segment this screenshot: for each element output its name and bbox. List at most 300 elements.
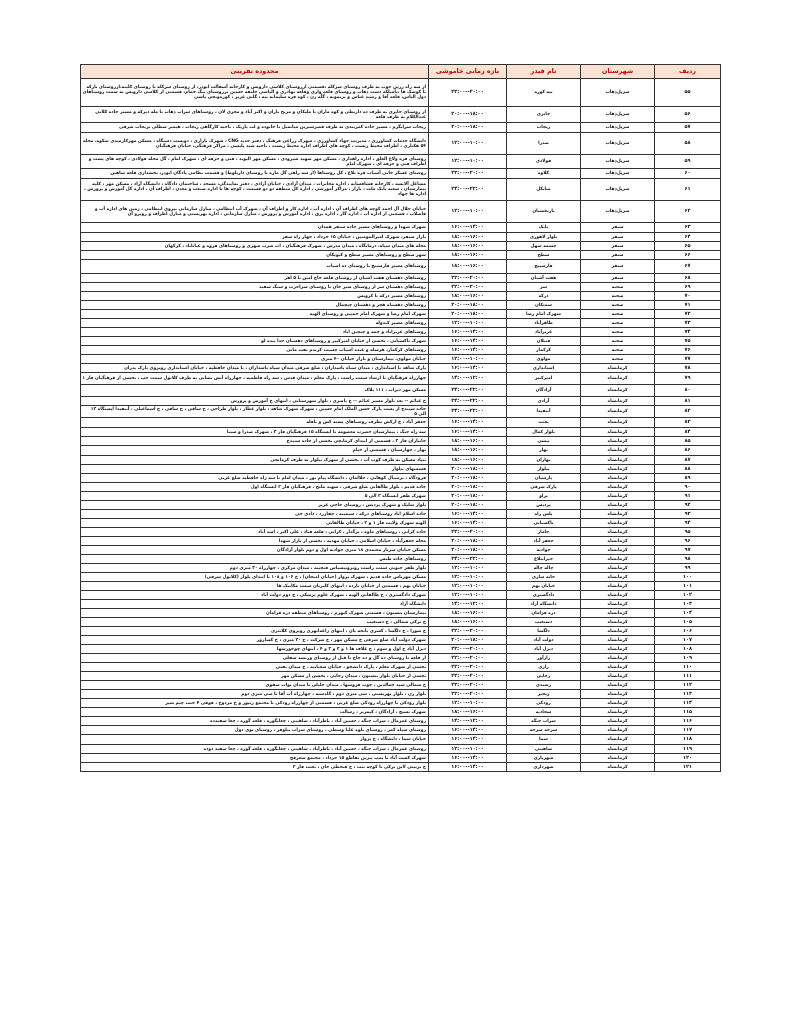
row-feeder: سمتکان: [507, 301, 581, 310]
row-time: ۲۲:۰۰--۲۴:۰۰: [429, 406, 507, 418]
table-row: [81, 107, 721, 123]
row-time: ۱۰:۰۰--۱۲:۰۰: [429, 745, 507, 754]
row-index: ۱۰۶: [655, 627, 721, 636]
row-city: کرمانشاه: [581, 654, 655, 663]
row-area: فرودگاه ، ترمینال کوهانی ، جلالمان ، دانشگاه پیام نور ، میدان امام تا سه راه حافظیه ضلع غربی: [81, 474, 429, 483]
row-area: خیابان نهم ، قسمتی از خیابان یازده ، انتهای کلبرنان سمت مکانیک ها: [81, 582, 429, 591]
row-index: ۸۶: [655, 446, 721, 456]
table-row: [81, 618, 721, 627]
row-area: روستای سیاه کمر ، روستای بلوه علیا وسطی ، روستای سراب نیلوفر ، روستای توی دول: [81, 726, 429, 735]
table-row: [81, 501, 721, 510]
row-city: کرمانشاه: [581, 510, 655, 519]
row-time: ۱۴:۰۰--۱۶:۰۰: [429, 328, 507, 337]
row-feeder: بابک: [507, 223, 581, 233]
row-city: صحنه: [581, 346, 655, 355]
row-time: ۱۴:۰۰--۱۶:۰۰: [429, 519, 507, 528]
row-feeder: مولوی: [507, 355, 581, 364]
row-feeder: جعفر آباد: [507, 537, 581, 546]
row-area: روستاهای دهستان هفت اشیان از روستای قلعه حاج امین تا ۵ اهر: [81, 274, 429, 283]
row-city: صحنه: [581, 310, 655, 319]
header-time: بازه زمانی خاموشی: [429, 65, 507, 79]
row-area: از قلعه تا روستای ده گل و ده چاخ تا قبل از روستای ورنشه سفلی: [81, 654, 429, 663]
row-area: خ غنائم -- بعد بلوار مسیر غنائم -- خ ناصری ، بلوار شهرستانی ، انتهای خ آموزش و پرورش: [81, 397, 429, 406]
row-city: کرمانشاه: [581, 573, 655, 582]
row-time: ۱۰:۰۰--۱۲:۰۰: [429, 355, 507, 364]
row-feeder: پارسیان: [507, 474, 581, 483]
table-row: [81, 373, 721, 385]
row-time: ۱۰:۰۰--۱۲:۰۰: [429, 582, 507, 591]
table-row: [81, 301, 721, 310]
row-city: سنقر: [581, 274, 655, 283]
table-row: [81, 582, 721, 591]
row-area: بخشی از خیابان بلوار بیستون ، میدان رجایی ، بخشی از مسکن مهر: [81, 672, 429, 681]
row-index: ۶۸: [655, 274, 721, 283]
row-index: ۱۰۱: [655, 582, 721, 591]
table-row: [81, 418, 721, 428]
row-city: کرمانشاه: [581, 528, 655, 537]
table-row: [81, 609, 721, 618]
row-feeder: عزیزآباد: [507, 328, 581, 337]
table-row: [81, 717, 721, 726]
row-index: ۹۶: [655, 537, 721, 546]
table-row: [81, 292, 721, 301]
row-area: بیمارستان بیستون ، قسمتی شهرک کیهرم ، روستاهای منطقه دره فرامان: [81, 609, 429, 618]
row-city: کرمانشاه: [581, 564, 655, 573]
row-feeder: بهار: [507, 446, 581, 456]
row-feeder: شهریاری: [507, 754, 581, 763]
row-area: خیابان جلال آل احمد کوچه های اطراف آن ، اداره آب ، اداره کار و اطراف آن ، شهرک آب انتظامی ، منازل سازمانی نیروی انتظامی ، زمین های اداره آب و فاضلاب ، قسمتی از اداره آب ، اداره گاز ، اداره برق ، اداره آموزش و پرورش ، منازل سازمانی ، اداره بهزیستی و منازل اطراف و روبرو آن: [81, 201, 429, 223]
row-feeder: بلوار لاهوری: [507, 233, 581, 242]
row-city: کرمانشاه: [581, 618, 655, 627]
row-city: کرمانشاه: [581, 681, 655, 690]
row-feeder: سرخه سرخه: [507, 726, 581, 735]
row-area: مسکن مهر دیزاب ، ۱۱۱ پلاک: [81, 385, 429, 397]
row-city: کرمانشاه: [581, 385, 655, 397]
row-time: ۲۰:۰۰--۲۲:۰۰: [429, 169, 507, 179]
row-time: ۲۰:۰۰--۲۲:۰۰: [429, 79, 507, 107]
row-city: کرمانشاه: [581, 672, 655, 681]
row-index: ۷۲: [655, 310, 721, 319]
row-time: ۱۶:۰۰--۱۸:۰۰: [429, 609, 507, 618]
table-row: [81, 310, 721, 319]
row-city: صحنه: [581, 319, 655, 328]
row-feeder: پزاو: [507, 492, 581, 501]
row-city: کرمانشاه: [581, 645, 655, 654]
row-time: ۲۰:۰۰--۲۲:۰۰: [429, 645, 507, 654]
row-area: خیابان سما ، دانشگاه ، خ پرواز: [81, 735, 429, 745]
row-area: خ ترکی شمالی ، خ دستغیب: [81, 618, 429, 627]
row-area: روستاهای کرکمار، هرسله و عبده اسپاب چسبت کرندم نفت مانی: [81, 346, 429, 355]
row-index: ۱۰۹: [655, 654, 721, 663]
row-feeder: تاکستانی: [507, 519, 581, 528]
row-time: ۱۰:۰۰--۱۲:۰۰: [429, 155, 507, 169]
table-row: [81, 283, 721, 292]
row-time: ۱۶:۰۰--۱۸:۰۰: [429, 242, 507, 251]
row-index: ۸۱: [655, 397, 721, 406]
row-index: ۶۳: [655, 223, 721, 233]
row-time: ۱۰:۰۰--۱۲:۰۰: [429, 564, 507, 573]
row-time: ۱۴:۰۰--۱۶:۰۰: [429, 346, 507, 355]
row-feeder: چاله چاله: [507, 564, 581, 573]
row-feeder: پارک شرقی: [507, 483, 581, 492]
table-row: [81, 155, 721, 169]
row-index: ۱۱۲: [655, 681, 721, 690]
row-feeder: ظاهرآباد: [507, 319, 581, 328]
row-feeder: شهرداری: [507, 763, 581, 772]
row-city: سرپل‌ذهاب: [581, 123, 655, 133]
row-feeder: فتنلان: [507, 337, 581, 346]
table-row: [81, 528, 721, 537]
row-area: روستای عسکر خانی آسیاب قره بلاغ ، کل روستاها (از سه راهی گل ماره تا روستای داربلوط) و قسمت نظامی پادگان ابوذر، بخشداری قلعه شاهین: [81, 169, 429, 179]
row-time: ۱۴:۰۰--۱۶:۰۰: [429, 735, 507, 745]
row-feeder: شهرک امام رضا: [507, 310, 581, 319]
row-area: چهارراه فرهنگیان تا ارشاد سمت راست ، پارک معلم ، میدان قدس ، سه راه فاطمیه ، چهارراه آتش نشانی به طرف کلانول سمت چپ ، بخشی از فرهنگیان فاز ۱: [81, 373, 429, 385]
row-area: دیزل آباد خ اول و سوم ، خ علاف ها ۱ و ۲ و ۳ و ۴ ، انتهای چوخورشها: [81, 645, 429, 654]
row-city: کرمانشاه: [581, 397, 655, 406]
row-area: جعفر آباد ، خ ازکش بطرف روستاهای پشته کش و بافله: [81, 418, 429, 428]
row-time: ۱۲:۰۰--۱۴:۰۰: [429, 717, 507, 726]
row-city: سرپل‌ذهاب: [581, 79, 655, 107]
row-time: ۲۰:۰۰--۲۲:۰۰: [429, 672, 507, 681]
row-area: شهرک شهدا و روستاهای مسیر جاده سنقر همدان: [81, 223, 429, 233]
row-index: ۶۱: [655, 179, 721, 201]
table-row: [81, 274, 721, 283]
row-index: ۷۱: [655, 301, 721, 310]
row-city: کرمانشاه: [581, 726, 655, 735]
row-index: ۱۱۳: [655, 690, 721, 699]
row-area: دانشگاه خدمات کشاورزی ، مدیریت جهاد کشاورزی ، شهرک زراعی فرهنگ ، دفتر جدید CNG ، شهرک بازاری ، دوبست دستگاه ، مسکن مهرکارمندی شکوه، محله ۵۴ هکتاری ، اطراف محیط زیست ، کوچه های اطراف اداره محیط زیست ، ناحیه شید پلیسی ، مراکز فرهنگی، خیابان فرهنگیان: [81, 133, 429, 155]
row-index: ۹۷: [655, 546, 721, 555]
table-row: [81, 763, 721, 772]
row-index: ۹۸: [655, 555, 721, 564]
table-row: [81, 397, 721, 406]
table-row: [81, 456, 721, 465]
row-index: ۶۴: [655, 233, 721, 242]
outage-schedule-table: [80, 64, 721, 772]
row-time: ۱۰:۰۰--۱۲:۰۰: [429, 201, 507, 223]
row-feeder: شاهینی: [507, 745, 581, 754]
row-city: کرمانشاه: [581, 609, 655, 618]
row-feeder: رجایی: [507, 672, 581, 681]
header-index: ردیف: [655, 65, 721, 79]
row-index: ۱۱۴: [655, 699, 721, 708]
table-row: [81, 169, 721, 179]
row-area: روستاهای دهستاه هجر و دهستان چیچمال: [81, 301, 429, 310]
row-time: ۱۶:۰۰--۱۸:۰۰: [429, 456, 507, 465]
table-row: [81, 636, 721, 645]
row-area: خ شمالی سید جمالدین ، چوب فروشها ، میدان خلیلی تا میدان نواب صفوی: [81, 681, 429, 690]
row-time: ۲۰:۰۰--۲۲:۰۰: [429, 274, 507, 283]
row-time: ۱۴:۰۰--۱۶:۰۰: [429, 418, 507, 428]
table-row: [81, 690, 721, 699]
row-time: ۲۰:۰۰--۲۲:۰۰: [429, 627, 507, 636]
row-city: سنقر: [581, 242, 655, 251]
row-feeder: صدرا: [507, 133, 581, 155]
row-city: کرمانشاه: [581, 690, 655, 699]
row-index: ۵۹: [655, 155, 721, 169]
table-row: [81, 474, 721, 483]
row-feeder: دستغیب: [507, 618, 581, 627]
row-feeder: سجاديه: [507, 708, 581, 717]
row-area: روستاهای دهستان سر از روستای شیر خان تا روستای سراخرت و سنگ سفید: [81, 283, 429, 292]
row-area: بلوار زن ، بلوار بهزیستی ، سی متری دوم ، گلدسته ، چهارراه آب آقا تا سی متری دوم: [81, 690, 429, 699]
row-city: کرمانشاه: [581, 546, 655, 555]
row-time: ۱۶:۰۰--۱۸:۰۰: [429, 446, 507, 456]
row-city: کرمانشاه: [581, 492, 655, 501]
row-index: ۹۵: [655, 528, 721, 537]
table-row: [81, 754, 721, 763]
row-index: ۶۰: [655, 169, 721, 179]
row-feeder: دانشگاه آزاد: [507, 600, 581, 609]
row-area: روستای فره ولاغ الغلق ، اداره راهداری ، مسکن مهر شهید شیرودی ، مسکن مهر الیوند ، فنی و حرفه ای ، شهرک امام ، گل محله فولادی ، کوچه های پشت و اطراف فنی و حرفه ای ، شهرک امام: [81, 155, 429, 169]
table-row: [81, 627, 721, 636]
row-feeder: آزادگان: [507, 385, 581, 397]
table-row: [81, 385, 721, 397]
row-area: روستاهای عزیزاباد و چمه و چیچین اباد: [81, 328, 429, 337]
table-row: [81, 492, 721, 501]
row-feeder: فولادی: [507, 155, 581, 169]
row-city: کرمانشاه: [581, 735, 655, 745]
row-index: ۱۰۳: [655, 600, 721, 609]
row-city: صحنه: [581, 355, 655, 364]
row-city: کرمانشاه: [581, 364, 655, 373]
row-feeder: سطح: [507, 251, 581, 260]
row-area: جاده اسلام اباد روستاهای درکه ، سیمینه ، چقازرد ، دادی جی: [81, 510, 429, 519]
row-feeder: جابری: [507, 107, 581, 123]
table-row: [81, 355, 721, 364]
row-city: کرمانشاه: [581, 519, 655, 528]
row-city: سنقر: [581, 260, 655, 274]
row-area: از روستای جابری به طرف ده داربطی و کوه ماران تا ملیکان و مریخ باران و اکبر آباد و مجری لان ، روستاهای سراب ذهاب تا مله دیرکه و مسیر جاده کلاتی عبدالکلام به طرف قلعه: [81, 107, 429, 123]
row-time: ۱۸:۰۰--۲۰:۰۰: [429, 301, 507, 310]
row-time: ۲۰:۰۰--۲۲:۰۰: [429, 681, 507, 690]
table-row: [81, 591, 721, 600]
table-row: [81, 133, 721, 155]
row-index: ۱۲۱: [655, 763, 721, 772]
row-time: ۱۸:۰۰--۲۰:۰۰: [429, 310, 507, 319]
row-area: از سه راه زرین جوب به طرف روستای سرکله ،قسمتی ازروستای کلاسی دارویس و کارخانه آسفالت ابوذر، از روستای سرکله تا روستای کلینه،ازروستای بارکه تا کوشک ها ،بامیلکه دشت ذهاب و روستای قلعه واری وقلعه بهادری و الیاسی خلیفه حسین بزروستای تنگ حمام، قسمتی از کلاسی دارویس به سمت روستاهای دول الیاس، قلعه آقا و رشید عباس و بریمونه ، گلّه زن ، کوه فره سلیمانه تپه ، گلتی عزیز ، کوره‌ونجی یاشی: [81, 79, 429, 107]
table-row: [81, 546, 721, 555]
table-header-row: [81, 65, 721, 79]
row-city: سرپل‌ذهاب: [581, 155, 655, 169]
row-index: ۷۵: [655, 337, 721, 346]
row-area: شهرک دولت آباد ضلع شرقی خ مسکن مهر ، خ شرکت ، خ ۳۰ متری ، خ کسازور: [81, 636, 429, 645]
row-city: سرپل‌ذهاب: [581, 169, 655, 179]
row-feeder: بیلوار: [507, 465, 581, 474]
row-feeder: خیابان نهم: [507, 582, 581, 591]
row-index: ۱۱۰: [655, 663, 721, 672]
row-feeder: بهاران: [507, 456, 581, 465]
row-time: ۱۶:۰۰--۱۸:۰۰: [429, 708, 507, 717]
table-row: [81, 346, 721, 355]
row-area: ریجاب سرابگرم ، مسیر جاده کمربندی به طرف قصرشیرین میانمیل تا خانوده و لب بازیک ، ناحیه کارگاهی ریجاب ، هیمتر سطلی بریجاب شرقی: [81, 123, 429, 133]
row-time: ۱۰:۰۰--۱۲:۰۰: [429, 699, 507, 708]
row-index: ۱۰۰: [655, 573, 721, 582]
table-row: [81, 672, 721, 681]
row-area: روستای عمرمال ، سراب جنگه ، حسین آباد ، ناظرآباد ، شاهینی ، چغانگوره ، قلعه گوزه ، چغا سفید دوده: [81, 745, 429, 754]
row-index: ۵۶: [655, 107, 721, 123]
row-time: ۱۸:۰۰--۲۰:۰۰: [429, 474, 507, 483]
row-city: کرمانشاه: [581, 663, 655, 672]
row-time: ۱۸:۰۰--۲۰:۰۰: [429, 501, 507, 510]
row-time: ۱۲:۰۰--۱۴:۰۰: [429, 373, 507, 385]
row-feeder: جوادیه: [507, 546, 581, 555]
row-time: ۲۰:۰۰--۲۲:۰۰: [429, 654, 507, 663]
table-row: [81, 201, 721, 223]
row-area: روستاهای مسیر کندوله: [81, 319, 429, 328]
row-time: ۱۰:۰۰--۱۲:۰۰: [429, 319, 507, 328]
row-feeder: دیزل آباد: [507, 645, 581, 654]
row-time: ۲۰:۰۰--۲۲:۰۰: [429, 663, 507, 672]
row-index: ۸۲: [655, 406, 721, 418]
row-time: ۱۴:۰۰--۱۶:۰۰: [429, 726, 507, 735]
row-time: ۱۴:۰۰--۱۶:۰۰: [429, 763, 507, 772]
row-city: کرمانشاه: [581, 763, 655, 772]
row-feeder: دولت آباد: [507, 636, 581, 645]
row-area: روستاهای مسیر درکه تا کرویس: [81, 292, 429, 301]
row-time: ۱۴:۰۰--۱۶:۰۰: [429, 337, 507, 346]
row-area: جاده کرانی ، روستاهای ماوه ، برگدار ، کرانی ، قلعه قباد ، علی اکبر ، اسد آباد: [81, 528, 429, 537]
row-index: ۱۲۰: [655, 754, 721, 763]
row-area: قسمتهای بیلوار: [81, 465, 429, 474]
row-index: ۱۱۵: [655, 708, 721, 717]
row-index: ۸۷: [655, 456, 721, 465]
row-time: ۱۴:۰۰--۱۶:۰۰: [429, 364, 507, 373]
row-area: جاده سنندج از پست پارک حسن الملک امام حسین ، شهرک شهرک شاهد ، بلوار عطار ، بلوار طراحی ، خ ساقی ، خ ساقی ، خ اسماعیلی ، آنتفیدا ایستگاه ۱۲ الی ۵: [81, 406, 429, 418]
table-row: [81, 699, 721, 708]
row-area: روستاهای جاده طبس: [81, 555, 429, 564]
row-time: ۲۲:۰۰--۲۴:۰۰: [429, 179, 507, 201]
table-row: [81, 573, 721, 582]
row-area: بلوار رودکی تا چهارراه رودکی ضلع غربی ، قسمتی از چهارراه رودکی تا مجتمع زنبور و خ مردوخ ، فوقی ۴ جنب چیم شیر: [81, 699, 429, 708]
row-area: شهرک دادگستری ، خ طالقانی الهیه ، شهرک علوم پزشکی ، خ دوم دولت آباد: [81, 591, 429, 600]
row-area: بلوار شلیک و شهرک پردیس ، روستای حاجی عزیز: [81, 501, 429, 510]
row-time: ۱۶:۰۰--۱۸:۰۰: [429, 437, 507, 446]
row-index: ۱۱۶: [655, 717, 721, 726]
row-area: بهار ، چهارستان ، قسمتی از خیام: [81, 446, 429, 456]
table-row: [81, 79, 721, 107]
row-area: خ شورا ، خ دلگشا ، کسری بانجه بان ، انتهای زاغه‌ابهری روبروی کلانتری: [81, 627, 429, 636]
row-area: بخشی از شهرک معلم ، پارک دانشجو ، خیابان شعبانیه ، خ میدان نفتی: [81, 663, 429, 672]
row-city: سنقر: [581, 251, 655, 260]
row-feeder: رازآور: [507, 654, 581, 663]
row-index: ۹۳: [655, 510, 721, 519]
row-feeder: میانکل: [507, 179, 581, 201]
row-index: ۷۰: [655, 292, 721, 301]
row-feeder: درکه: [507, 292, 581, 301]
row-city: کرمانشاه: [581, 745, 655, 754]
row-area: شهرک ظفر ایستگاه ۳ الی ۵: [81, 492, 429, 501]
row-index: ۷۳: [655, 319, 721, 328]
row-index: ۱۰۵: [655, 618, 721, 627]
row-index: ۱۰۴: [655, 609, 721, 618]
row-time: ۱۶:۰۰--۱۸:۰۰: [429, 251, 507, 260]
row-time: ۲۲:۰۰--۲۴:۰۰: [429, 555, 507, 564]
row-feeder: سما: [507, 735, 581, 745]
table-row: [81, 654, 721, 663]
table-row: [81, 555, 721, 564]
row-city: کرمانشاه: [581, 418, 655, 428]
row-feeder: بلوار کمال: [507, 428, 581, 437]
row-index: ۶۷: [655, 260, 721, 274]
row-time: ۱۶:۰۰--۱۸:۰۰: [429, 260, 507, 274]
row-city: کرمانشاه: [581, 483, 655, 492]
table-row: [81, 406, 721, 418]
table-row: [81, 663, 721, 672]
row-time: ۱۸:۰۰--۲۰:۰۰: [429, 546, 507, 555]
row-city: سرپل‌ذهاب: [581, 179, 655, 201]
table-row: [81, 233, 721, 242]
table-row: [81, 446, 721, 456]
row-city: کرمانشاه: [581, 717, 655, 726]
row-city: کرمانشاه: [581, 708, 655, 717]
row-area: بازار سنقر، شهرک امیرالمومنین ، خیابان ۱۵ خرداد ، جهار راه سقر: [81, 233, 429, 242]
row-feeder: رازی: [507, 663, 581, 672]
row-feeder: پردیس: [507, 501, 581, 510]
row-time: ۱۴:۰۰--۱۶:۰۰: [429, 428, 507, 437]
row-city: کرمانشاه: [581, 474, 655, 483]
row-feeder: امیرکبیر: [507, 373, 581, 385]
row-feeder: رشیدی: [507, 681, 581, 690]
row-index: ۵۸: [655, 133, 721, 155]
table-row: [81, 319, 721, 328]
row-index: ۱۱۷: [655, 726, 721, 735]
row-city: سرپل‌ذهاب: [581, 107, 655, 123]
row-index: ۶۵: [655, 242, 721, 251]
row-index: ۹۹: [655, 564, 721, 573]
row-time: ۱۸:۰۰--۲۰:۰۰: [429, 492, 507, 501]
row-city: کرمانشاه: [581, 582, 655, 591]
row-feeder: زنجیر: [507, 690, 581, 699]
row-feeder: دلگشا: [507, 627, 581, 636]
row-city: سرپل‌ذهاب: [581, 201, 655, 223]
row-area: شهر سطح و روستاهای مسیر سطح و کیوتکان: [81, 251, 429, 260]
row-feeder: ریجاب: [507, 123, 581, 133]
row-area: شهرک تاکستانی ، بخشی از خیابان امیرکبیر و روستاهای دهستان خدا بنده لو: [81, 337, 429, 346]
row-index: ۱۱۸: [655, 735, 721, 745]
header-area: محدوده تقریبی: [81, 65, 429, 79]
row-feeder: نارنجستان: [507, 201, 581, 223]
row-city: سنقر: [581, 223, 655, 233]
row-time: ۱۰:۰۰--۱۲:۰۰: [429, 573, 507, 582]
row-feeder: سراب جنگه: [507, 717, 581, 726]
table-row: [81, 519, 721, 528]
row-city: سرپل‌ذهاب: [581, 133, 655, 155]
row-city: کرمانشاه: [581, 627, 655, 636]
row-time: ۱۰:۰۰--۱۲:۰۰: [429, 591, 507, 600]
row-index: ۶۹: [655, 283, 721, 292]
row-time: ۱۶:۰۰--۱۸:۰۰: [429, 618, 507, 627]
row-city: سنقر: [581, 233, 655, 242]
row-area: مسکن مهریاس جاده قدیم ، شهرک پرواز (خیابان امتحان) ، خ ۱۰۶ و ۱۰۸ تا ابتدای بلوار (کلانول شرقی): [81, 573, 429, 582]
row-feeder: فارسینج: [507, 260, 581, 274]
row-city: کرمانشاه: [581, 600, 655, 609]
row-city: کرمانشاه: [581, 636, 655, 645]
row-area: دانشگاه آزاد: [81, 600, 429, 609]
row-index: ۹۰: [655, 483, 721, 492]
row-area: شهرک بسیج ، آزادگان ، کیمرنز ، رسالت: [81, 708, 429, 717]
row-feeder: بیشی: [507, 437, 581, 446]
row-city: صحنه: [581, 301, 655, 310]
row-index: ۸۸: [655, 465, 721, 474]
row-index: ۵۵: [655, 79, 721, 107]
table-row: [81, 123, 721, 133]
row-feeder: دره فرامان: [507, 609, 581, 618]
row-feeder: بعثت: [507, 418, 581, 428]
row-area: خیابان مولوی، بیمارستان و بازار خیابان ۴۰ متری: [81, 355, 429, 364]
row-area: الهیه شهرک ولایت فاز ۱ و ۲ ، خیابان طالقانی: [81, 519, 429, 528]
row-time: ۱۶:۰۰--۱۸:۰۰: [429, 233, 507, 242]
